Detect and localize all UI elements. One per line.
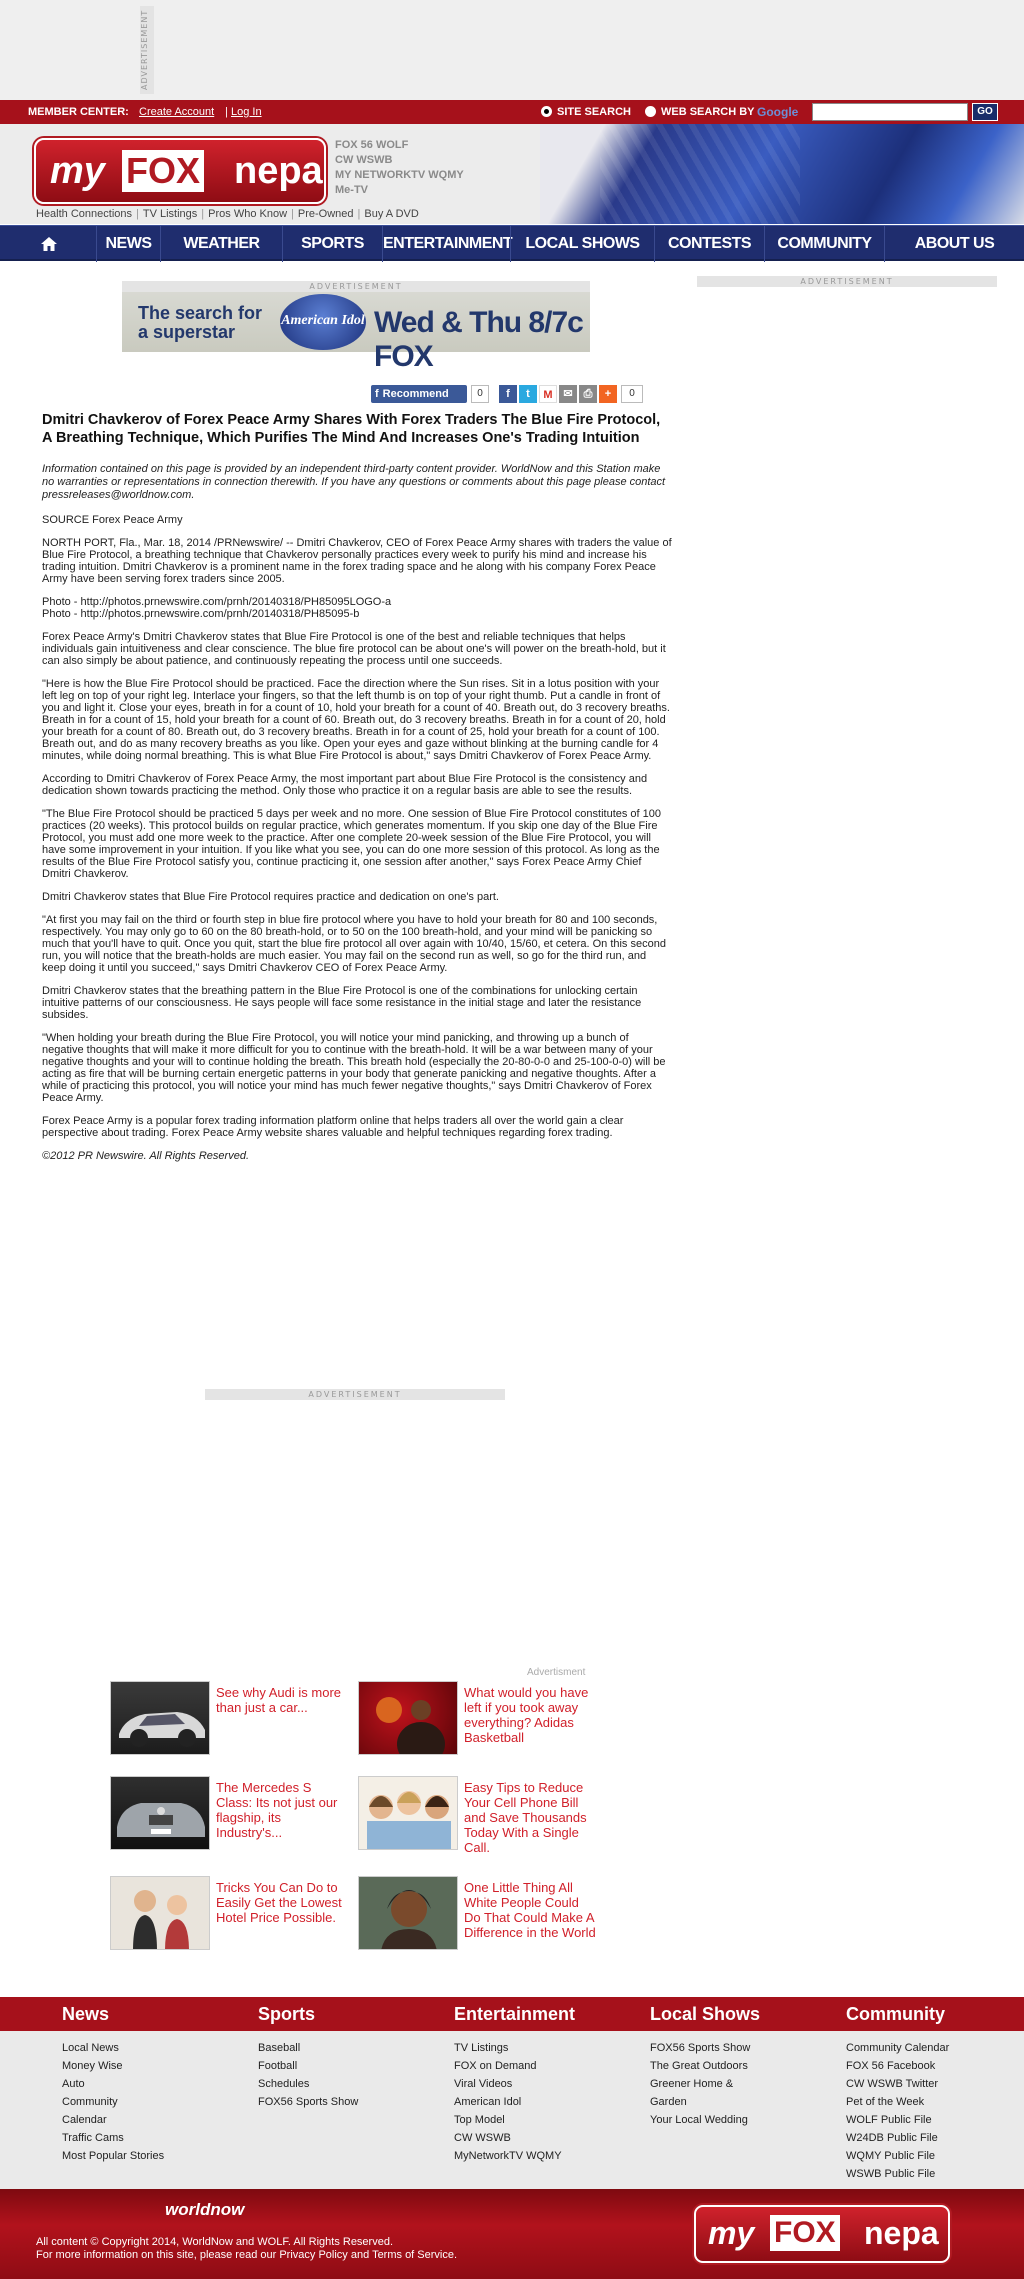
- footer-link[interactable]: FOX on Demand: [454, 2060, 537, 2072]
- women-with-phones-image[interactable]: [358, 1776, 458, 1850]
- footer-column-title[interactable]: News: [62, 2004, 110, 2024]
- footer-column-entertainment: [454, 2001, 644, 2165]
- subnav-divider: |: [357, 208, 361, 220]
- american-idol-banner-ad[interactable]: [122, 292, 590, 373]
- copyright-notice: All content © Copyright 2014, WorldNow and WOLF. All Rights Reserved.: [36, 2236, 394, 2248]
- header-graphic: [540, 124, 1024, 224]
- footer-link[interactable]: Baseball: [258, 2042, 301, 2054]
- create-account-link[interactable]: Create Account: [139, 106, 215, 118]
- footer-link[interactable]: Schedules: [258, 2078, 310, 2090]
- footer-column-local-shows: [650, 2001, 840, 2129]
- promo-item[interactable]: [110, 1681, 350, 1757]
- article-headline: Dmitri Chavkerov of Forex Peace Army Shares With Forex Traders The Blue Fire Protocol, A Breathing Technique, Which Purifies The Mind And Increases One's Trading Intuition: [42, 412, 661, 446]
- nav-entertainment[interactable]: ENTERTAINMENT: [382, 226, 510, 262]
- home-icon: [40, 235, 58, 253]
- footer-link[interactable]: Auto: [62, 2078, 85, 2090]
- article-paragraph: Dmitri Chavkerov states that the breathing pattern in the Blue Fire Protocol is one of the combinations for unlocking certain intuitive patterns of our consciousness. He says people will face some resistance in the initial stage and later the resistance subsides.: [42, 985, 642, 1021]
- nav-news[interactable]: NEWS: [96, 226, 160, 262]
- twitter-icon[interactable]: t: [519, 385, 537, 403]
- plus-icon[interactable]: +: [599, 385, 617, 403]
- share-count: 0: [621, 385, 643, 403]
- footer-link[interactable]: American Idol: [454, 2096, 522, 2108]
- sidebar-ad-label: ADVERTISEMENT: [697, 276, 997, 287]
- footer-link[interactable]: Top Model: [454, 2114, 505, 2126]
- footer-column-title[interactable]: Entertainment: [454, 2004, 576, 2024]
- footer-column-title[interactable]: Community: [846, 2004, 945, 2024]
- footer-link[interactable]: Your Local Wedding: [650, 2114, 748, 2126]
- member-separator: |: [225, 106, 228, 118]
- logo-nepa: nepa: [234, 150, 323, 192]
- footer-column-sports: [258, 2001, 448, 2111]
- subnav-pros-who-know[interactable]: Pros Who Know: [208, 208, 288, 220]
- footer-link[interactable]: Community Calendar: [846, 2042, 950, 2054]
- article-paragraph: "At first you may fail on the third or fourth step in blue fire protocol where you have to hold your breath for 80 and 100 seconds, respectively. You may only go to 60 on the 80 breath-hold, or to 50 on the 100 breath-hold, and your mind will be panicking so much that you'll have to quit. Once you quit, start the blue fire protocol all over again with 10/40, 15/60, et cetera. On this second run, you will notice that the breath-holds are much easier. You may fail on the second run as well, so go for the third run, and keep doing it until you succeed," says Dmitri Chavkerov CEO of Forex Peace Army.: [42, 914, 666, 974]
- nav-local-shows[interactable]: LOCAL SHOWS: [510, 226, 654, 262]
- american-idol-badge: American Idol: [280, 294, 366, 350]
- station-item: Me-TV: [335, 184, 368, 196]
- bottom-ad-label: ADVERTISEMENT: [205, 1389, 505, 1400]
- station-item: FOX 56 WOLF: [335, 139, 409, 151]
- google-logo: Google: [757, 105, 799, 119]
- article-disclaimer: Information contained on this page is provided by an independent third-party content provider. WorldNow and this Station make no warranties or representations in connection therewith. If you have any questions or comments about this page please contact pressreleases@worldnow.com.: [42, 463, 666, 501]
- nav-about-us[interactable]: ABOUT US: [884, 226, 1024, 262]
- idol-ad-line1: [138, 304, 262, 342]
- article-paragraph: According to Dmitri Chavkerov of Forex Peace Army, the most important part about Blue Fire Protocol is the consistency and dedication shown towards practicing the method. Only those who practice it on a regular basis are able to see the results.: [42, 773, 648, 797]
- top-ad-label: ADVERTISEMENT: [140, 6, 154, 94]
- nav-community[interactable]: COMMUNITY: [764, 226, 884, 262]
- article-photo-links[interactable]: Photo - http://photos.prnewswire.com/prnh/20140318/PH85095LOGO-a Photo - http://photos.prnewswire.com/prnh/20140318/PH85095-b: [42, 596, 392, 620]
- nav-sports[interactable]: SPORTS: [282, 226, 382, 262]
- footer-column-title[interactable]: Local Shows: [650, 2004, 761, 2024]
- subnav-divider: |: [136, 208, 139, 220]
- member-center-label: MEMBER CENTER:: [28, 106, 129, 118]
- footer-link[interactable]: CW WSWB Twitter: [846, 2078, 939, 2090]
- promo-title[interactable]: Tricks You Can Do to Easily Get the Lowest Hotel Price Possible.: [216, 1880, 342, 1925]
- facebook-recommend-button[interactable]: [371, 385, 467, 403]
- footer-link[interactable]: Most Popular Stories: [62, 2150, 165, 2162]
- nav-contests[interactable]: CONTESTS: [654, 226, 764, 262]
- promo-ad-label: Advertisment: [527, 1667, 586, 1678]
- subnav-pre-owned[interactable]: Pre-Owned: [297, 208, 354, 220]
- footer-link[interactable]: W24DB Public File: [846, 2132, 938, 2144]
- banner-ad-label: ADVERTISEMENT: [122, 281, 590, 292]
- nav-home[interactable]: [0, 226, 96, 262]
- myfoxnepa-logo[interactable]: [34, 138, 326, 204]
- idol-ad-schedule: Wed & Thu 8/7c FOX: [374, 306, 583, 373]
- recommend-count: 0: [471, 385, 489, 403]
- article-paragraph: Forex Peace Army is a popular forex trading information platform online that helps traders all over the world gain a clear perspective about trading. Forex Peace Army website shares valuable and helpful techniques regarding forex trading.: [42, 1115, 624, 1139]
- subnav-buy-a-dvd[interactable]: Buy A DVD: [364, 208, 419, 220]
- subnav-divider: |: [291, 208, 294, 220]
- facebook-icon: f: [375, 388, 379, 400]
- promo-item[interactable]: [358, 1681, 598, 1757]
- footer-column-news: [62, 2001, 252, 2165]
- basketball-player-image[interactable]: [358, 1681, 458, 1755]
- footer-link[interactable]: FOX 56 Facebook: [846, 2060, 936, 2072]
- site-search-radio[interactable]: [541, 106, 552, 117]
- footer-link[interactable]: Pet of the Week: [846, 2096, 925, 2108]
- station-item: MY NETWORKTV WQMY: [335, 169, 464, 181]
- log-in-link[interactable]: Log In: [231, 106, 262, 118]
- footer-link[interactable]: WSWB Public File: [846, 2168, 936, 2180]
- footer-link[interactable]: The Great Outdoors: [650, 2060, 748, 2072]
- web-search-radio[interactable]: [645, 106, 656, 117]
- footer-link[interactable]: FOX56 Sports Show: [650, 2042, 751, 2054]
- footer-link[interactable]: FOX56 Sports Show: [258, 2096, 359, 2108]
- station-list: [335, 138, 464, 198]
- footer-link[interactable]: Traffic Cams: [62, 2132, 124, 2144]
- privacy-terms-notice[interactable]: For more information on this site, please read our Privacy Policy and Terms of Service.: [36, 2249, 458, 2261]
- logo-my: my: [708, 2215, 755, 2251]
- header-subnav: [36, 208, 419, 220]
- promo-title[interactable]: Easy Tips to Reduce Your Cell Phone Bill and Save Thousands Today With a Single Call.: [464, 1780, 587, 1855]
- promo-item[interactable]: [110, 1776, 350, 1852]
- email-icon[interactable]: ✉: [559, 385, 577, 403]
- footer-link[interactable]: TV Listings: [454, 2042, 509, 2054]
- footer-column-community: [846, 2001, 1024, 2183]
- logo-nepa: nepa: [864, 2215, 939, 2251]
- footer-link[interactable]: WQMY Public File: [846, 2150, 936, 2162]
- top-advertisement: [0, 0, 1024, 100]
- promo-title[interactable]: The Mercedes S Class: Its not just our flagship, its Industry's...: [216, 1780, 338, 1840]
- subnav-divider: |: [201, 208, 205, 220]
- footer-link[interactable]: Garden: [650, 2096, 687, 2108]
- article-paragraph: "When holding your breath during the Blue Fire Protocol, you will notice your mind panicking, and throwing up a bunch of negative thoughts that will make it more difficult for you to continue with the breath-hold. It will be a war between many of your negative thoughts and your will to continue holding the breath. This breath hold (especially the 20-80-0-0 and 25-100-0-0) will be acting as fire that will be burning certain energetic patterns in your body that generate panicking and negative thoughts. After a while of practicing this protocol, you will notice your mind has much fewer negative thoughts," says Dmitri Chavkerov of Forex Peace Army.: [42, 1032, 666, 1104]
- article-copyright: ©2012 PR Newswire. All Rights Reserved.: [42, 1150, 249, 1162]
- member-center-bar: [0, 100, 1024, 124]
- hotel-couple-image[interactable]: [110, 1876, 210, 1950]
- promo-item[interactable]: [110, 1876, 350, 1952]
- facebook-icon[interactable]: f: [499, 385, 517, 403]
- footer-link[interactable]: Calendar: [62, 2114, 107, 2126]
- logo-my: my: [50, 150, 105, 192]
- worldnow-logo[interactable]: worldnow: [165, 2200, 245, 2219]
- article-paragraph: Dmitri Chavkerov states that Blue Fire Protocol requires practice and dedication on one's part.: [42, 891, 499, 903]
- subnav-health-connections[interactable]: Health Connections: [36, 208, 133, 220]
- search-input[interactable]: [812, 103, 968, 121]
- go-button[interactable]: GO: [972, 103, 998, 121]
- site-search-label: SITE SEARCH: [557, 106, 631, 118]
- main-navigation: [0, 225, 1024, 261]
- footer-link[interactable]: Greener Home &: [650, 2078, 734, 2090]
- footer-link[interactable]: Community: [62, 2096, 118, 2108]
- footer-myfoxnepa-logo[interactable]: [694, 2205, 950, 2263]
- gmail-icon[interactable]: M: [539, 385, 557, 403]
- promo-item[interactable]: [358, 1876, 598, 1952]
- article-paragraph: "Here is how the Blue Fire Protocol should be practiced. Face the direction where the Sun rises. Sit in a lotus position with your left leg on top of your right leg. Interlace your fingers, so that the left thumb is on top of your right thumb. Put a candle in front of you and light it. Close your eyes, breath in for a count of 10, hold your breath for a count of 40. Breath out, do 3 recovery breaths. Breath in for a count of 15, hold your breath for a count of 60. Breath out, do 3 recovery breaths. Breath in for a count of 20, hold your breath for a count of 80. Breath out, do 3 recovery breaths. Breath in for a count of 25, hold your breath for a count of 100. Breath out, and do as many recovery breaths as you like. Open your eyes and gaze without blinking at the burning candle for 4 minutes, while doing normal breathing. This is what Blue Fire Protocol is about," says Dmitri Chavkerov of Forex Peace Army.: [42, 678, 670, 762]
- idol-ad-text: a superstar: [138, 322, 236, 342]
- logo-fox: FOX: [122, 150, 204, 192]
- article-paragraph: "The Blue Fire Protocol should be practiced 5 days per week and no more. One session of Blue Fire Protocol constitutes of 100 practices (20 weeks). This protocol builds on regular practice, which generates momentum. If you skip one day of the Blue Fire Protocol, you must add one more week to the practice. After one complete 20-week session of the Blue Fire Protocol, you will have some improvement in your intuition. If you like what you see, you can do one more session of this protocol. As long as the results of the Blue Fire Protocol satisfy you, continue practicing it, one session after another," says Forex Peace Army Chief Dmitri Chavkerov.: [42, 808, 662, 880]
- footer-link[interactable]: Viral Videos: [454, 2078, 513, 2090]
- footer-link[interactable]: Football: [258, 2060, 298, 2072]
- article-paragraph: SOURCE Forex Peace Army: [42, 514, 183, 526]
- audi-car-image[interactable]: [110, 1681, 210, 1755]
- footer-link[interactable]: Local News: [62, 2042, 119, 2054]
- idol-ad-text: The search for: [138, 303, 263, 323]
- nav-weather[interactable]: WEATHER: [160, 226, 282, 262]
- web-search-label: WEB SEARCH BY: [661, 106, 755, 118]
- promo-title[interactable]: See why Audi is more than just a car...: [216, 1685, 342, 1715]
- footer-link[interactable]: CW WSWB: [454, 2132, 511, 2144]
- article-paragraph: NORTH PORT, Fla., Mar. 18, 2014 /PRNewswire/ -- Dmitri Chavkerov, CEO of Forex Peace Army shares with traders the value of Blue Fire Protocol, a breathing technique that Chavkerov personally practices every week to purify his mind and increase his trading intuition. Dmitri Chavkerov is a prominent name in the forex trading space and he along with his company Forex Peace Army have been serving forex traders since 2005.: [42, 537, 672, 585]
- print-icon[interactable]: ⎙: [579, 385, 597, 403]
- promo-title[interactable]: One Little Thing All White People Could Do That Could Make A Difference in the World: [464, 1880, 596, 1940]
- station-item: CW WSWB: [335, 154, 393, 166]
- promo-item[interactable]: [358, 1776, 598, 1855]
- subnav-tv-listings[interactable]: TV Listings: [142, 208, 198, 220]
- article-paragraph: Forex Peace Army's Dmitri Chavkerov states that Blue Fire Protocol is one of the best and reliable techniques that helps individuals gain intuitiveness and clear conscience. The blue fire protocol can be about one's will power on the breath-hold, but it can also simply be about patience, and continuously repeating the process until one succeeds.: [42, 631, 666, 667]
- footer-column-title[interactable]: Sports: [258, 2004, 316, 2024]
- footer-link[interactable]: Money Wise: [62, 2060, 123, 2072]
- recommend-label: Recommend: [382, 388, 449, 400]
- promo-title[interactable]: What would you have left if you took away everything? Adidas Basketball: [464, 1685, 589, 1745]
- footer-link[interactable]: MyNetworkTV WQMY: [454, 2150, 562, 2162]
- woman-portrait-image[interactable]: [358, 1876, 458, 1950]
- mercedes-car-image[interactable]: [110, 1776, 210, 1850]
- article: [42, 411, 672, 1162]
- footer-link[interactable]: WOLF Public File: [846, 2114, 932, 2126]
- logo-fox: FOX: [770, 2215, 840, 2251]
